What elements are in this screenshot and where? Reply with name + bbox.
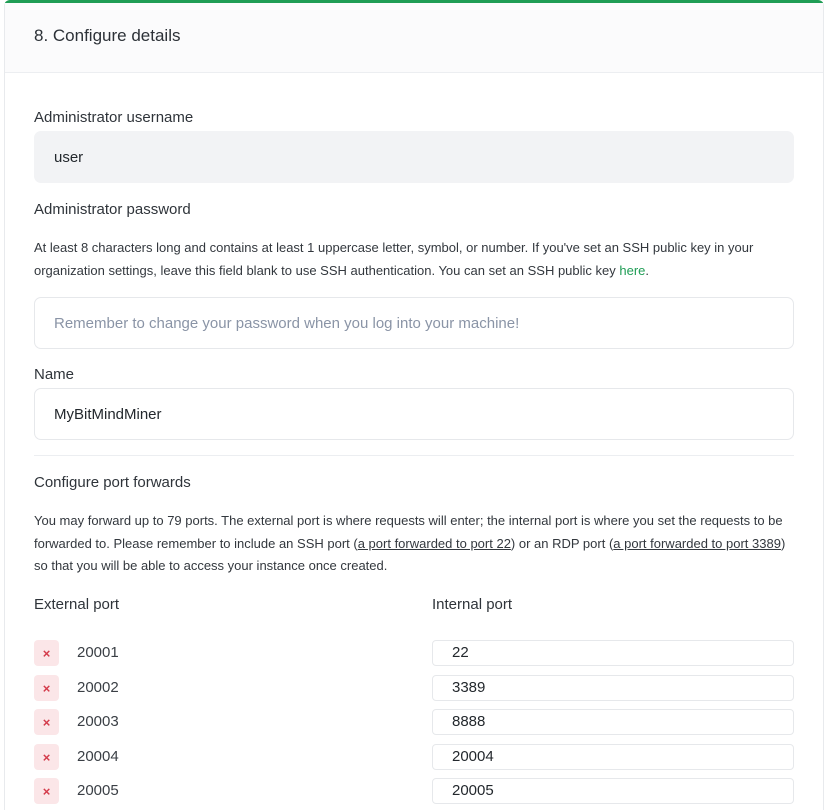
port-forward-row [34, 640, 794, 666]
port-forwards-help [34, 510, 794, 578]
configure-details-card [4, 0, 824, 810]
port-forwards-help-part2: ) or an RDP port ( [510, 535, 614, 551]
admin-password-placeholder: Remember to change your password when you log into your machine! [54, 314, 520, 332]
external-port-value: 20004 [77, 748, 119, 765]
internal-port-field[interactable]: 20005 [432, 778, 794, 804]
external-port-value: 20005 [77, 782, 119, 799]
internal-port-field[interactable]: 8888 [432, 709, 794, 735]
section-title: 8. Configure details [34, 26, 181, 45]
admin-username-label: Administrator username [34, 109, 194, 126]
port-forward-row [34, 675, 794, 701]
external-port-value: 20002 [77, 679, 119, 696]
port-forwards-help-part3: ) so that you will be able to access your instance once created. [34, 535, 786, 573]
remove-port-button[interactable]: × [34, 744, 59, 770]
port-forwards-label: Configure port forwards [34, 474, 191, 491]
name-label: Name [34, 366, 75, 383]
port-forward-row [34, 709, 794, 735]
admin-password-help [34, 237, 794, 282]
admin-username-field[interactable] [34, 131, 794, 183]
name-field[interactable] [34, 388, 794, 440]
rdp-port-link[interactable]: a port forwarded to port 3389 [613, 535, 781, 551]
admin-password-label: Administrator password [34, 201, 191, 218]
admin-password-field[interactable] [34, 297, 794, 349]
admin-password-help-text: At least 8 characters long and contains at least 1 uppercase letter, symbol, or number. If you've set an SSH public key in your organization settings, leave this field blank to use SSH authentication. You can set an SSH public key [34, 240, 754, 278]
card-header [5, 3, 823, 73]
remove-port-button[interactable]: × [34, 778, 59, 804]
port-forwards-help-part1: You may forward up to 79 ports. The external port is where requests will enter; the internal port is where you set the requests to be forwarded to. Please remember to include an SSH port ( [34, 513, 783, 551]
admin-password-help-end: . [645, 262, 650, 278]
remove-port-button[interactable]: × [34, 709, 59, 735]
external-port-value: 20001 [77, 644, 119, 661]
internal-port-field[interactable]: 3389 [432, 675, 794, 701]
section-divider [34, 455, 794, 456]
remove-port-button[interactable]: × [34, 675, 59, 701]
admin-username-value: user [54, 148, 84, 166]
external-port-header: External port [34, 596, 120, 613]
internal-port-field[interactable]: 20004 [432, 744, 794, 770]
name-value: MyBitMindMiner [54, 405, 162, 423]
remove-port-button[interactable]: × [34, 640, 59, 666]
port-forward-row [34, 744, 794, 770]
internal-port-field[interactable]: 22 [432, 640, 794, 666]
external-port-value: 20003 [77, 713, 119, 730]
ssh-port-link[interactable]: a port forwarded to port 22 [357, 535, 511, 551]
internal-port-header: Internal port [432, 596, 513, 613]
ssh-key-settings-link[interactable]: here [619, 262, 646, 278]
port-forward-row [34, 778, 794, 804]
